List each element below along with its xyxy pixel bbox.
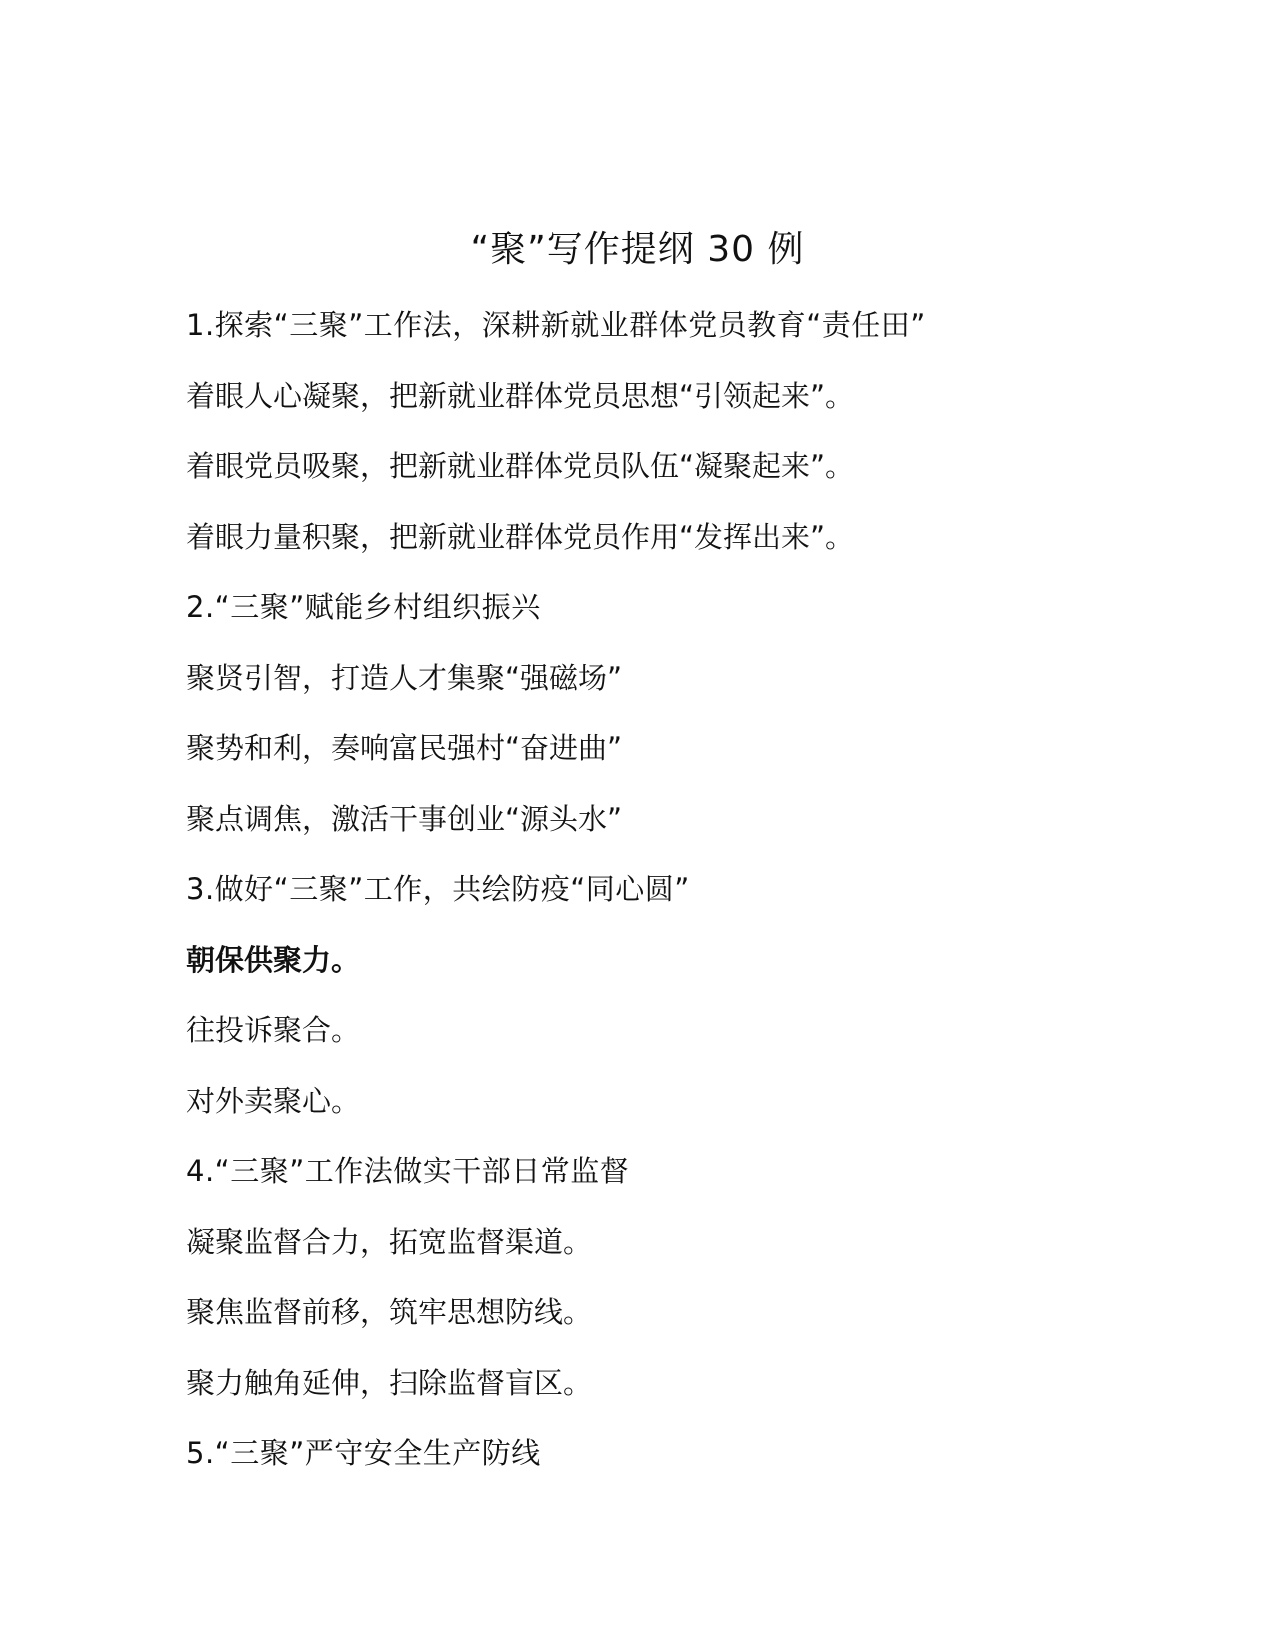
outline-item: 聚势和利，奏响富民强村“奋进曲” bbox=[186, 731, 623, 765]
page-title: “聚”写作提纲 30 例 bbox=[470, 229, 805, 270]
section-heading-5: 5.“三聚”严守安全生产防线 bbox=[186, 1436, 541, 1470]
outline-item: 聚点调焦，激活干事创业“源头水” bbox=[186, 801, 623, 836]
outline-item: 着眼人心凝聚，把新就业群体党员思想“引领起来”。 bbox=[186, 378, 855, 413]
outline-item: 聚贤引智，打造人才集聚“强磁场” bbox=[186, 660, 623, 695]
section-heading-2: 2.“三聚”赋能乡村组织振兴 bbox=[186, 590, 541, 624]
outline-item: 朝保供聚力。 bbox=[186, 942, 361, 977]
section-heading-3: 3.做好“三聚”工作，共绘防疫“同心圆” bbox=[186, 872, 690, 906]
outline-item: 聚焦监督前移，筑牢思想防线。 bbox=[186, 1295, 593, 1329]
outline-item: 着眼力量积聚，把新就业群体党员作用“发挥出来”。 bbox=[186, 519, 855, 554]
outline-item: 着眼党员吸聚，把新就业群体党员队伍“凝聚起来”。 bbox=[186, 449, 855, 483]
outline-item: 往投诉聚合。 bbox=[186, 1013, 361, 1047]
outline-list bbox=[186, 300, 1186, 1499]
outline-item: 聚力触角延伸，扫除监督盲区。 bbox=[186, 1365, 593, 1400]
section-heading-1: 1.探索“三聚”工作法，深耕新就业群体党员教育“责任田” bbox=[186, 308, 926, 342]
outline-item: 对外卖聚心。 bbox=[186, 1083, 361, 1118]
section-heading-4: 4.“三聚”工作法做实干部日常监督 bbox=[186, 1154, 630, 1188]
outline-item: 凝聚监督合力，拓宽监督渠道。 bbox=[186, 1224, 593, 1259]
